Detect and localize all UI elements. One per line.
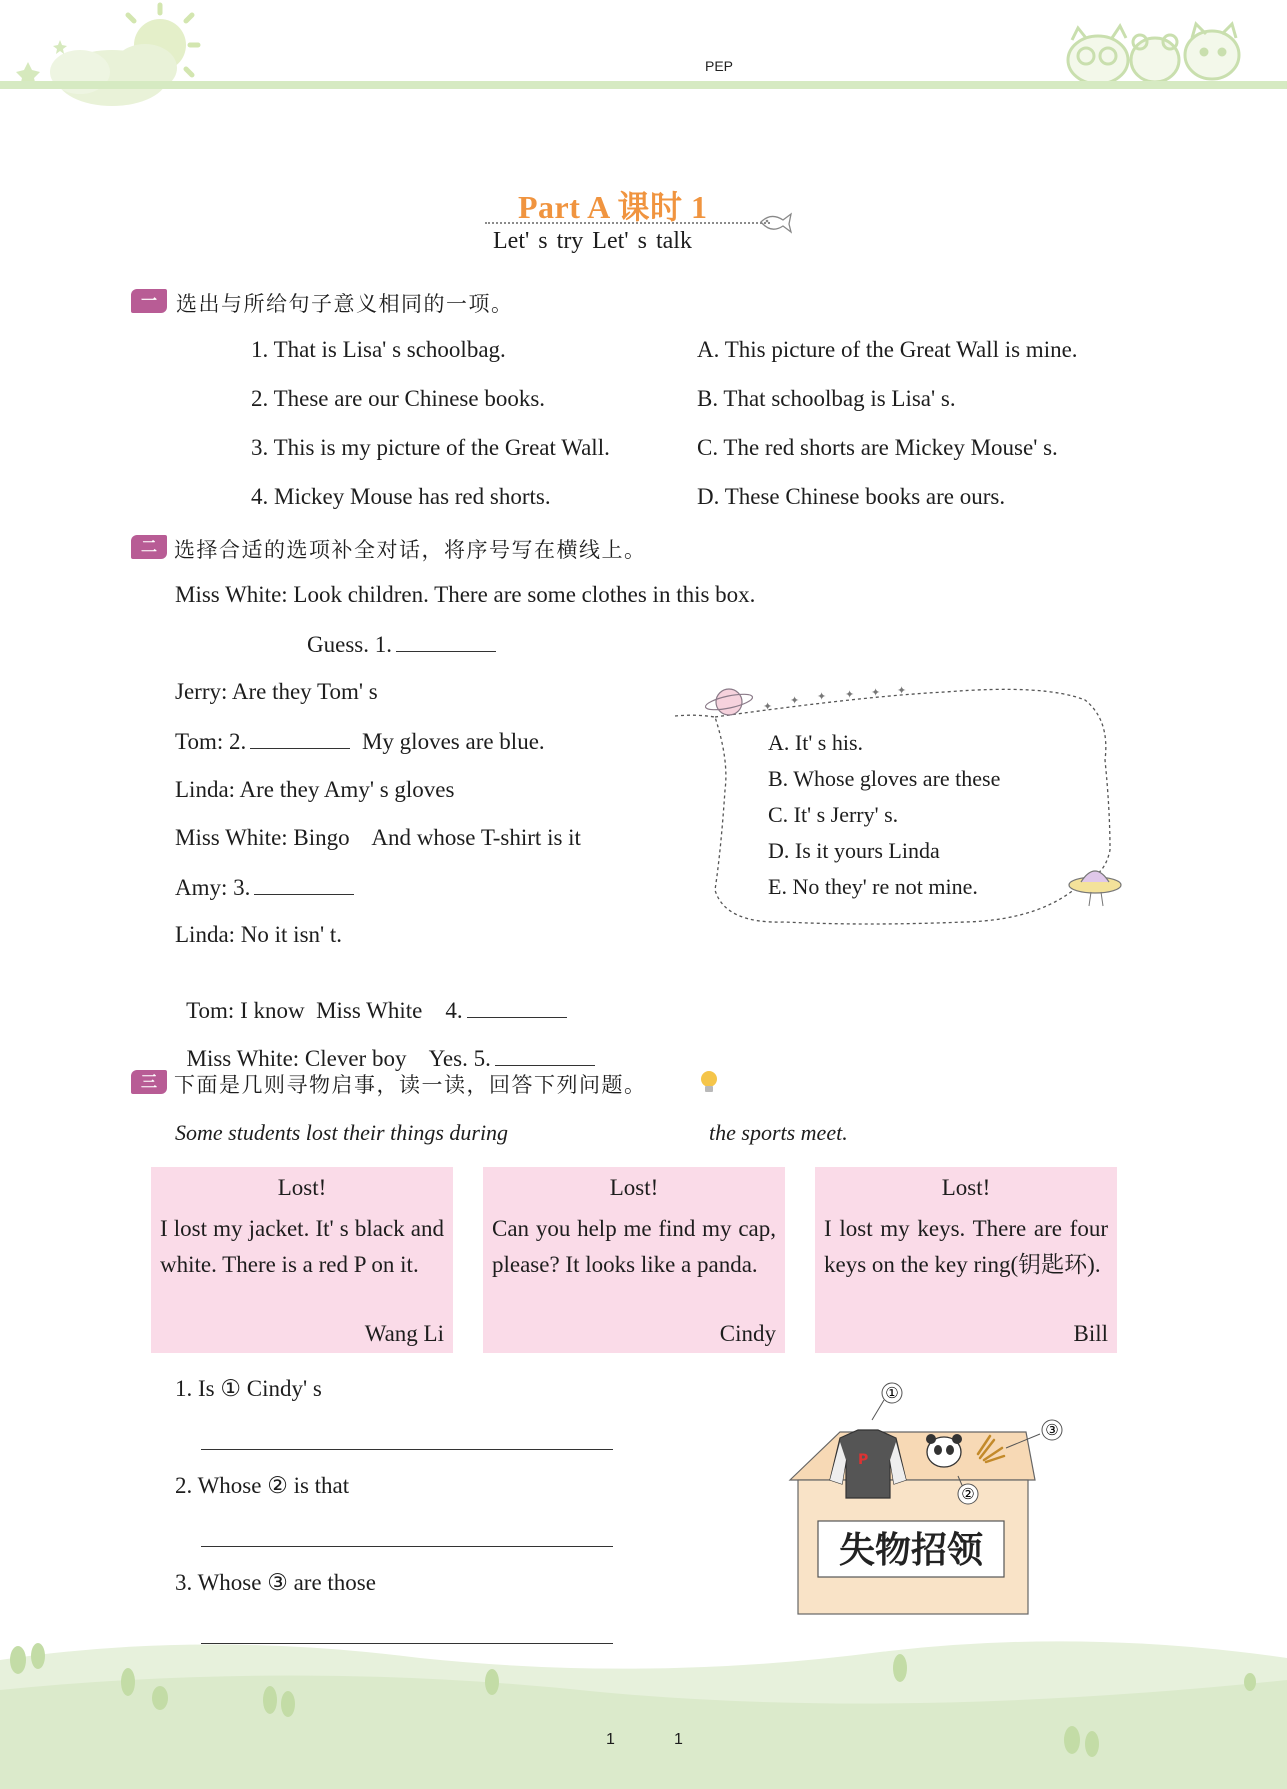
svg-text:✦: ✦ — [845, 688, 855, 701]
dialogue-line-10: Miss White: Clever boy Yes. 5. — [175, 1019, 595, 1072]
intro-text-b: the sports meet. — [709, 1120, 848, 1145]
svg-text:✦: ✦ — [871, 686, 881, 699]
answer-line-1[interactable] — [201, 1449, 613, 1450]
dialogue-line-8: Linda: No it isn' t. — [175, 922, 343, 947]
section-3-instruction: 下面是几则寻物启事，读一读，回答下列问题。 — [174, 1073, 647, 1097]
jacket-letter: P — [858, 1452, 869, 1468]
page-number-a: 1 — [606, 1731, 615, 1748]
card-body: Can you help me find my cap, please? It looks like a panda. — [492, 1216, 776, 1277]
answer-blank-2[interactable] — [250, 728, 350, 749]
dialogue-line-7: Amy: 3. — [175, 874, 354, 901]
marker-1: ① — [885, 1384, 899, 1402]
page-number-b: 1 — [674, 1731, 683, 1748]
card-body: I lost my jacket. It' s black and white. There is a red P on it. — [160, 1216, 444, 1277]
answer-blank-1[interactable] — [396, 631, 496, 652]
options-cloud — [665, 670, 1155, 945]
question-1: 1. Is ① Cindy' s — [175, 1376, 322, 1401]
lost-card-cindy — [483, 1167, 785, 1353]
dialogue-line-9: Tom: I know Miss White 4. — [175, 971, 567, 1024]
lesson-title: Part A 课时 1 — [518, 189, 708, 225]
planet-icon — [704, 689, 753, 715]
answer-line-2[interactable] — [201, 1546, 613, 1547]
dialogue-line-3: Jerry: Are they Tom' s — [175, 679, 378, 704]
match-left-1: 1. That is Lisa' s schoolbag. — [251, 337, 506, 362]
svg-text:✦: ✦ — [763, 700, 773, 713]
lesson-subtitle: Let' s try Let' s talk — [493, 228, 692, 254]
match-right-a: A. This picture of the Great Wall is mine. — [697, 337, 1078, 362]
card-signature: Wang Li — [364, 1321, 444, 1346]
card-title: Lost! — [941, 1175, 991, 1200]
header-rule — [0, 81, 1287, 89]
match-left-3: 3. This is my picture of the Great Wall. — [251, 435, 610, 460]
card-title: Lost! — [277, 1175, 327, 1200]
dialogue-line-4: Tom: 2. My gloves are blue. — [175, 729, 545, 754]
match-right-b: B. That schoolbag is Lisa' s. — [697, 386, 956, 411]
match-right-d: D. These Chinese books are ours. — [697, 484, 1006, 509]
dialogue-line-1: Miss White: Look children. There are some clothes in this box. — [175, 582, 756, 607]
panda-cap-icon — [926, 1434, 962, 1467]
dialogue-line-6: Miss White: Bingo And whose T-shirt is it — [175, 825, 581, 850]
lost-and-found-box — [780, 1380, 1080, 1620]
answer-blank-3[interactable] — [254, 874, 354, 895]
question-3: 3. Whose ③ are those — [175, 1570, 376, 1595]
match-left-4: 4. Mickey Mouse has red shorts. — [251, 484, 551, 509]
question-2: 2. Whose ② is that — [175, 1473, 350, 1498]
section-1-instruction: 选出与所给句子意义相同的一项。 — [176, 292, 514, 316]
animal-faces-icon — [1068, 24, 1239, 84]
marker-2: ② — [961, 1485, 975, 1503]
answer-blank-4[interactable] — [467, 997, 567, 1018]
option-a: A. It' s his. — [768, 730, 864, 755]
title-rule — [485, 222, 770, 224]
lost-card-wang-li — [151, 1167, 453, 1353]
svg-text:✦: ✦ — [817, 690, 827, 703]
dialogue-line-5: Linda: Are they Amy' s gloves — [175, 777, 455, 802]
option-b: B. Whose gloves are these — [768, 766, 1001, 791]
card-body: I lost my keys. There are four keys on the key ring(钥匙环). — [824, 1216, 1108, 1277]
card-signature: Cindy — [719, 1321, 776, 1346]
ufo-icon — [1069, 871, 1121, 906]
header-decoration — [0, 0, 1287, 110]
section-2-badge: 二 — [131, 535, 167, 559]
lost-card-bill — [815, 1167, 1117, 1353]
sun-cloud-icon — [16, 5, 198, 106]
option-c: C. It' s Jerry' s. — [768, 802, 899, 827]
intro-text-a: Some students lost their things during — [175, 1120, 509, 1145]
section-2-instruction: 选择合适的选项补全对话，将序号写在横线上。 — [174, 538, 647, 562]
marker-3: ③ — [1045, 1421, 1059, 1439]
match-left-2: 2. These are our Chinese books. — [251, 386, 546, 411]
section-3-badge: 三 — [131, 1070, 167, 1094]
footer-landscape — [0, 1620, 1287, 1789]
svg-text:✦: ✦ — [897, 684, 907, 697]
box-label: 失物招领 — [838, 1530, 984, 1571]
header-label: PEP — [705, 58, 734, 74]
card-signature: Bill — [1073, 1321, 1108, 1346]
lightbulb-icon — [698, 1069, 720, 1095]
option-d: D. Is it yours Linda — [768, 838, 940, 863]
option-e: E. No they' re not mine. — [768, 874, 978, 899]
section-1-badge: 一 — [131, 289, 167, 313]
fish-icon — [757, 210, 793, 234]
match-right-c: C. The red shorts are Mickey Mouse' s. — [697, 435, 1058, 460]
stars-icon — [763, 684, 906, 713]
card-title: Lost! — [609, 1175, 659, 1200]
answer-blank-5[interactable] — [495, 1045, 595, 1066]
svg-text:✦: ✦ — [790, 694, 800, 707]
dialogue-line-2: Guess. 1. — [307, 631, 496, 658]
